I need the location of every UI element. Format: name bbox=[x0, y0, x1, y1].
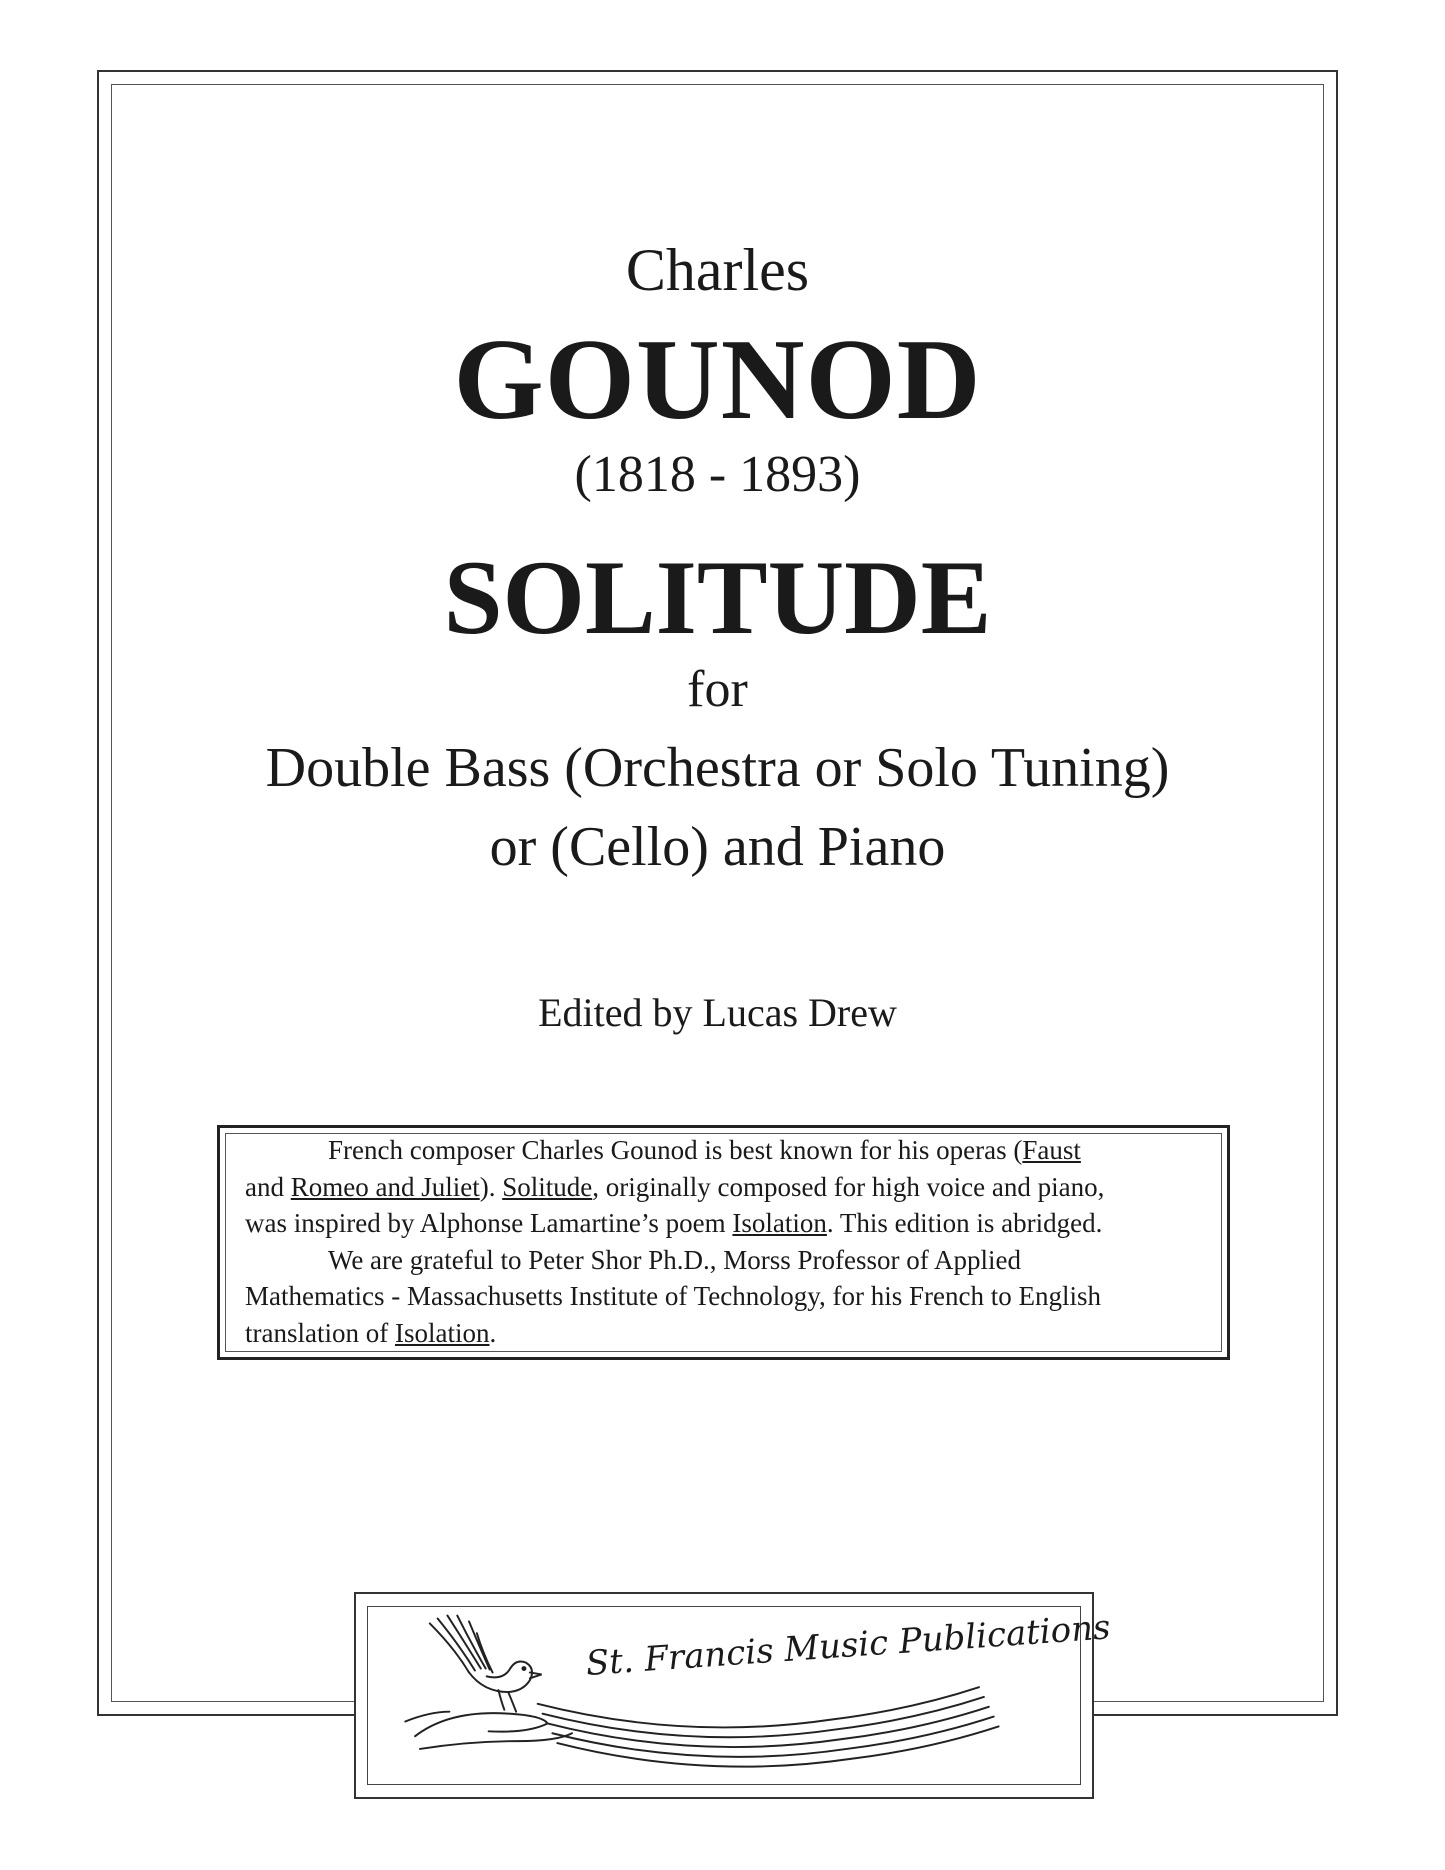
work-title: SOLITUDE bbox=[443, 539, 992, 656]
faust-title: Faust bbox=[1022, 1135, 1081, 1165]
note-line: Mathematics - Massachusetts Institute of Technology, for his French to English bbox=[245, 1281, 1101, 1311]
publisher-name: St. Francis Music Publications bbox=[584, 1607, 1112, 1684]
composer-last-name: GOUNOD bbox=[453, 316, 982, 444]
editor-credit: Edited by Lucas Drew bbox=[538, 990, 897, 1035]
instrumentation-line-1: Double Bass (Orchestra or Solo Tuning) bbox=[265, 737, 1170, 799]
note-line: translation of Isolation. bbox=[245, 1317, 497, 1348]
romeo-title: Romeo and Juliet bbox=[290, 1171, 480, 1202]
publisher-logo bbox=[354, 1592, 1112, 1799]
note-line: and Romeo and Juliet). Solitude, originally composed for high voice and piano, bbox=[245, 1171, 1105, 1202]
note-text bbox=[245, 1132, 1205, 1351]
composer-first-name: Charles bbox=[625, 237, 810, 303]
isolation-title: Isolation bbox=[394, 1317, 490, 1348]
note-line: French composer Charles Gounod is best known for his operas (Faust bbox=[328, 1135, 1081, 1165]
composer-dates: (1818 - 1893) bbox=[574, 446, 861, 503]
solitude-title: Solitude bbox=[502, 1171, 593, 1202]
note-line: We are grateful to Peter Shor Ph.D., Morss Professor of Applied bbox=[328, 1244, 1021, 1275]
note-line: was inspired by Alphonse Lamartine’s poem Isolation. This edition is abridged. bbox=[245, 1208, 1103, 1238]
isolation-title: Isolation bbox=[732, 1208, 827, 1238]
instrumentation-line-2: or (Cello) and Piano bbox=[489, 816, 946, 878]
for-label: for bbox=[687, 661, 748, 718]
